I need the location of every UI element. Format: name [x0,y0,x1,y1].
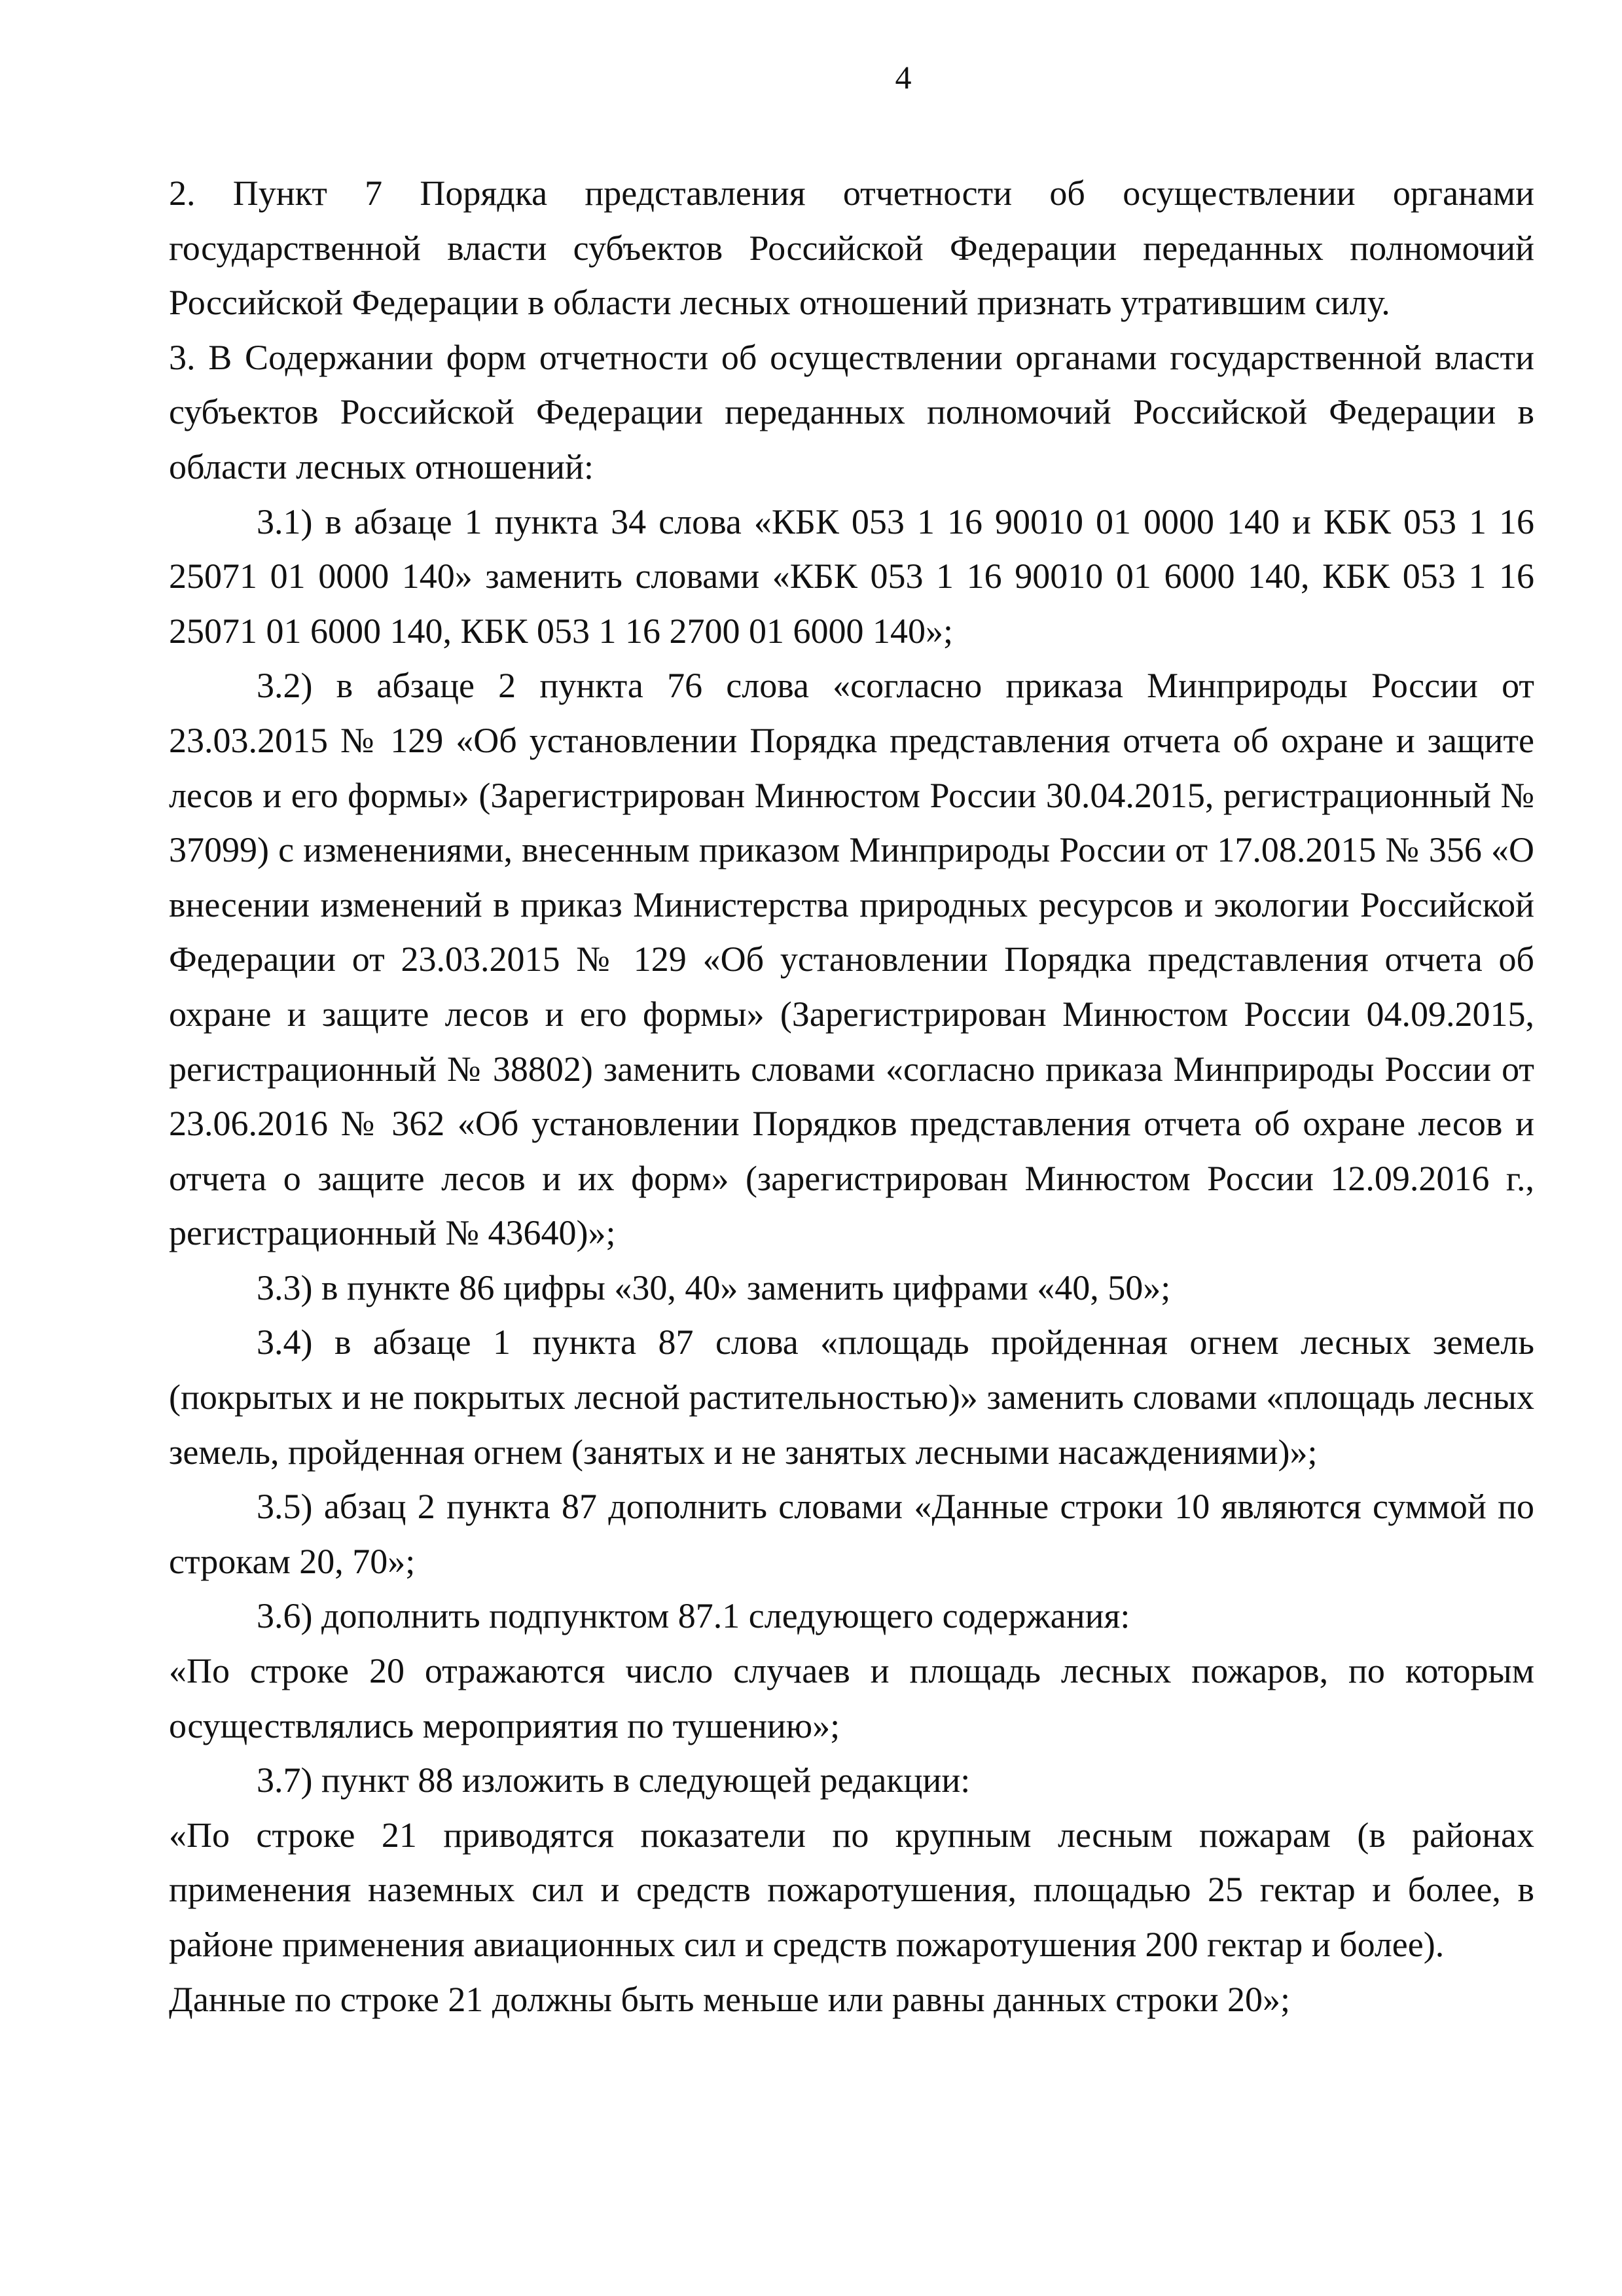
quoted-paragraph-88-b: Данные по строке 21 должны быть меньше или равны данных строки 20»; [169,1979,1290,2019]
paragraph-subitem-3-5: 3.5) абзац 2 пункта 87 дополнить словами «Данные строки 10 являются суммой по строкам 20, 70»; [169,1487,1534,1581]
quoted-paragraph-87-1: «По строке 20 отражаются число случаев и площадь лесных пожаров, по которым осуществлялись мероприятия по тушению»; [169,1651,1534,1745]
quoted-paragraph-88-a: «По строке 21 приводятся показатели по крупным лесным пожарам (в районах применения наземных сил и средств пожаротушения, площадью 25 гектар и более, в районе применения авиационных сил и средств пожаротушения 200 гектар и более). [169,1815,1534,1964]
paragraph-subitem-3-1: 3.1) в абзаце 1 пункта 34 слова «КБК 053 1 16 90010 01 0000 140 и КБК 053 1 16 25071 01 0000 140» заменить словами «КБК 053 1 16 90010 01 6000 140, КБК 053 1 16 25071 01 6000 140, КБК 053 1 16 2700 01 6000 140»; [169,501,1534,651]
page-number: 4 [895,59,912,96]
paragraph-item-3: 3. В Содержании форм отчетности об осуществлении органами государственной власти субъектов Российской Федерации переданных полномочий Российской Федерации в области лесных отношений: [169,337,1534,486]
paragraph-subitem-3-6: 3.6) дополнить подпунктом 87.1 следующего содержания: [257,1596,1130,1636]
paragraph-subitem-3-3: 3.3) в пункте 86 цифры «30, 40» заменить цифрами «40, 50»; [257,1267,1171,1307]
paragraph-subitem-3-2: 3.2) в абзаце 2 пункта 76 слова «согласно приказа Минприроды России от 23.03.2015 № 129 «Об установлении Порядка представления отчета об охране и защите лесов и его формы» (Зарегистрирован Минюстом России 30.04.2015, регистрационный № 37099) с изменениями, внесенным приказом Минприроды России от 17.08.2015 № 356 «О внесении изменений в приказ Министерства природных ресурсов и экологии Российской Федерации от 23.03.2015 № 129 «Об установлении Порядка представления отчета об охране и защите лесов и его формы» (Зарегистрирован Минюстом России 04.09.2015, регистрационный № 38802) заменить словами «согласно приказа Минприроды России от 23.06.2016 № 362 «Об установлении Порядков представления отчета об охране лесов и отчета о защите лесов и их форм» (зарегистрирован Минюстом России 12.09.2016 г., регистрационный № 43640)»; [169,666,1534,1253]
paragraph-subitem-3-7: 3.7) пункт 88 изложить в следующей редакции: [257,1760,971,1800]
paragraph-subitem-3-4: 3.4) в абзаце 1 пункта 87 слова «площадь пройденная огнем лесных земель (покрытых и не покрытых лесной растительностью)» заменить словами «площадь лесных земель, пройденная огнем (занятых и не занятых лесными насаждениями)»; [169,1322,1534,1472]
paragraph-item-2: 2. Пункт 7 Порядка представления отчетности об осуществлении органами государственной власти субъектов Российской Федерации переданных полномочий Российской Федерации в области лесных отношений признать утратившим силу. [169,173,1534,323]
document-body [169,166,1534,2027]
